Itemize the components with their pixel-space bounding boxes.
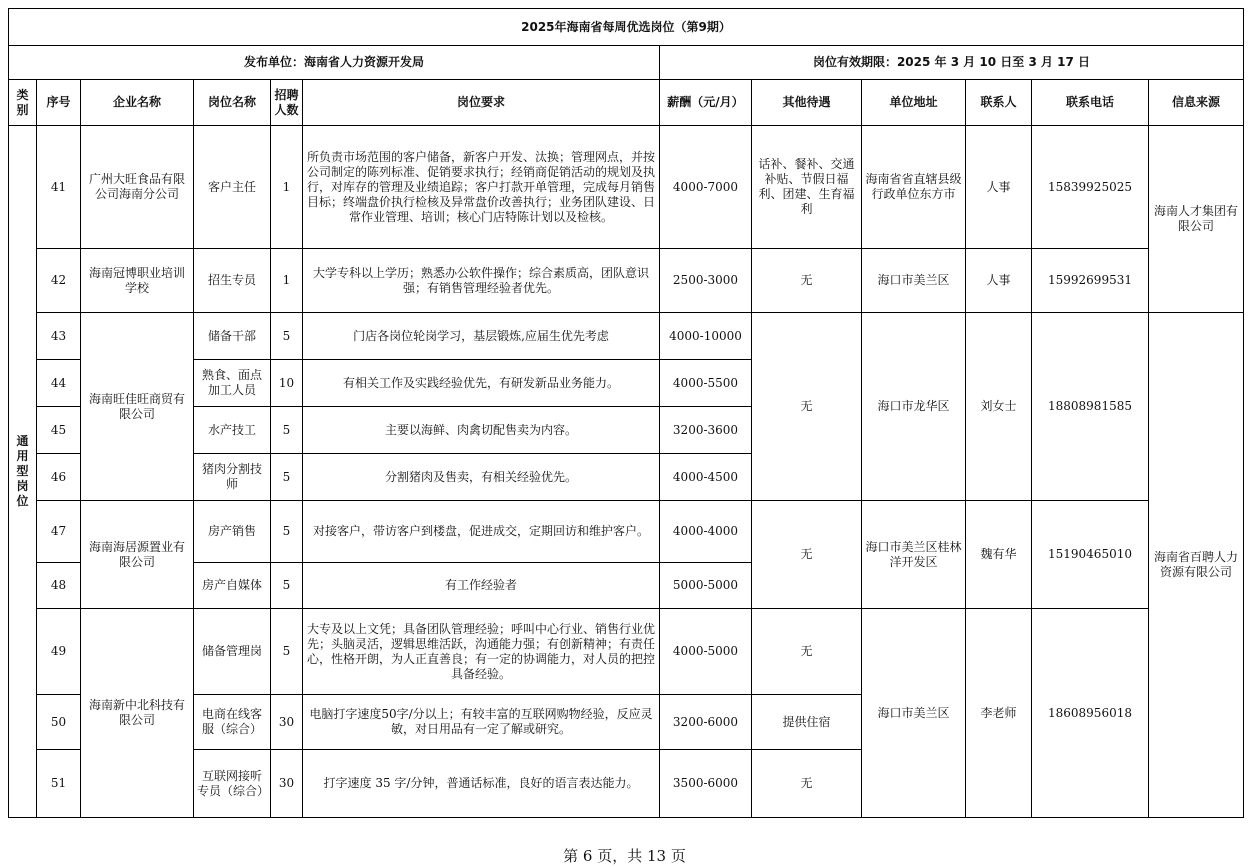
hire-count: 10 bbox=[271, 360, 303, 407]
phone: 18808981585 bbox=[1032, 313, 1149, 501]
requirements: 所负责市场范围的客户储备，新客户开发、汰换；管理网点，并按公司制定的陈列标准、促销要求执行；经销商促销活动的规划及执行，对库存的管理及业绩追踪；客户打款开单管理，完成每月销售目标；终端盘价执行检核及异常盘价改善执行；业务团队建设、日常作业管理、培训；核心门店特陈计划以及检核。 bbox=[303, 126, 660, 249]
address: 海口市龙华区 bbox=[862, 313, 966, 501]
header-company: 企业名称 bbox=[81, 80, 194, 126]
position-name: 熟食、面点加工人员 bbox=[194, 360, 271, 407]
contact-person: 人事 bbox=[966, 126, 1032, 249]
row-no: 47 bbox=[37, 501, 81, 563]
row-no: 41 bbox=[37, 126, 81, 249]
requirements: 有相关工作及实践经验优先，有研发新品业务能力。 bbox=[303, 360, 660, 407]
salary: 4000-10000 bbox=[660, 313, 752, 360]
header-requirements: 岗位要求 bbox=[303, 80, 660, 126]
requirements: 门店各岗位轮岗学习，基层锻炼,应届生优先考虑 bbox=[303, 313, 660, 360]
table-row bbox=[9, 609, 1244, 695]
row-no: 42 bbox=[37, 249, 81, 313]
salary: 4000-4500 bbox=[660, 454, 752, 501]
validity-period: 岗位有效期限：2025 年 3 月 10 日至 3 月 17 日 bbox=[660, 46, 1244, 80]
job-table bbox=[8, 8, 1244, 818]
position-name: 招生专员 bbox=[194, 249, 271, 313]
hire-count: 30 bbox=[271, 750, 303, 818]
position-name: 房产自媒体 bbox=[194, 563, 271, 609]
benefits: 提供住宿 bbox=[752, 695, 862, 750]
company-name: 海南冠博职业培训学校 bbox=[81, 249, 194, 313]
company-name: 海南新中北科技有限公司 bbox=[81, 609, 194, 818]
hire-count: 5 bbox=[271, 563, 303, 609]
info-source: 海南人才集团有限公司 bbox=[1149, 126, 1244, 313]
category-cell: 通用型岗位 bbox=[9, 126, 37, 818]
header-source: 信息来源 bbox=[1149, 80, 1244, 126]
salary: 4000-5000 bbox=[660, 609, 752, 695]
row-no: 44 bbox=[37, 360, 81, 407]
requirements: 分割猪肉及售卖，有相关经验优先。 bbox=[303, 454, 660, 501]
address: 海口市美兰区 bbox=[862, 249, 966, 313]
hire-count: 5 bbox=[271, 501, 303, 563]
benefits: 无 bbox=[752, 609, 862, 695]
company-name: 海南海居源置业有限公司 bbox=[81, 501, 194, 609]
requirements: 对接客户，带访客户到楼盘，促进成交，定期回访和维护客户。 bbox=[303, 501, 660, 563]
row-no: 51 bbox=[37, 750, 81, 818]
header-contact: 联系人 bbox=[966, 80, 1032, 126]
phone: 15190465010 bbox=[1032, 501, 1149, 609]
requirements: 有工作经验者 bbox=[303, 563, 660, 609]
row-no: 43 bbox=[37, 313, 81, 360]
address: 海口市美兰区 bbox=[862, 609, 966, 818]
row-no: 49 bbox=[37, 609, 81, 695]
position-name: 储备干部 bbox=[194, 313, 271, 360]
company-name: 海南旺佳旺商贸有限公司 bbox=[81, 313, 194, 501]
salary: 5000-5000 bbox=[660, 563, 752, 609]
benefits: 话补、餐补、交通补贴、节假日福利、团建、生育福利 bbox=[752, 126, 862, 249]
benefits: 无 bbox=[752, 249, 862, 313]
phone: 15992699531 bbox=[1032, 249, 1149, 313]
header-address: 单位地址 bbox=[862, 80, 966, 126]
requirements: 电脑打字速度50字/分以上；有较丰富的互联网购物经验，反应灵敏，对日用品有一定了解或研究。 bbox=[303, 695, 660, 750]
requirements: 打字速度 35 字/分钟，普通话标准，良好的语言表达能力。 bbox=[303, 750, 660, 818]
position-name: 互联网接听专员（综合） bbox=[194, 750, 271, 818]
address: 海南省省直辖县级行政单位东方市 bbox=[862, 126, 966, 249]
salary: 4000-4000 bbox=[660, 501, 752, 563]
table-title: 2025年海南省每周优选岗位（第9期） bbox=[9, 9, 1244, 46]
salary: 2500-3000 bbox=[660, 249, 752, 313]
contact-person: 人事 bbox=[966, 249, 1032, 313]
table-row bbox=[9, 501, 1244, 563]
row-no: 45 bbox=[37, 407, 81, 454]
address: 海口市美兰区桂林洋开发区 bbox=[862, 501, 966, 609]
header-count: 招聘人数 bbox=[271, 80, 303, 126]
salary: 3200-3600 bbox=[660, 407, 752, 454]
header-phone: 联系电话 bbox=[1032, 80, 1149, 126]
position-name: 猪肉分割技师 bbox=[194, 454, 271, 501]
contact-person: 李老师 bbox=[966, 609, 1032, 818]
position-name: 房产销售 bbox=[194, 501, 271, 563]
table-row bbox=[9, 126, 1244, 249]
table-row bbox=[9, 249, 1244, 313]
header-row bbox=[9, 80, 1244, 126]
phone: 15839925025 bbox=[1032, 126, 1149, 249]
header-salary: 薪酬（元/月） bbox=[660, 80, 752, 126]
hire-count: 5 bbox=[271, 609, 303, 695]
benefits: 无 bbox=[752, 750, 862, 818]
hire-count: 5 bbox=[271, 407, 303, 454]
benefits: 无 bbox=[752, 501, 862, 609]
page-footer: 第 6 页，共 13 页 bbox=[563, 847, 686, 865]
phone: 18608956018 bbox=[1032, 609, 1149, 818]
hire-count: 1 bbox=[271, 126, 303, 249]
salary: 3500-6000 bbox=[660, 750, 752, 818]
company-name: 广州大旺食品有限公司海南分公司 bbox=[81, 126, 194, 249]
hire-count: 5 bbox=[271, 454, 303, 501]
header-benefits: 其他待遇 bbox=[752, 80, 862, 126]
requirements: 主要以海鲜、肉禽切配售卖为内容。 bbox=[303, 407, 660, 454]
salary: 3200-6000 bbox=[660, 695, 752, 750]
header-position: 岗位名称 bbox=[194, 80, 271, 126]
salary: 4000-7000 bbox=[660, 126, 752, 249]
salary: 4000-5500 bbox=[660, 360, 752, 407]
row-no: 50 bbox=[37, 695, 81, 750]
position-name: 水产技工 bbox=[194, 407, 271, 454]
header-category: 类别 bbox=[9, 80, 37, 126]
info-source: 海南省百聘人力资源有限公司 bbox=[1149, 313, 1244, 818]
position-name: 电商在线客服（综合） bbox=[194, 695, 271, 750]
row-no: 48 bbox=[37, 563, 81, 609]
benefits: 无 bbox=[752, 313, 862, 501]
header-no: 序号 bbox=[37, 80, 81, 126]
hire-count: 30 bbox=[271, 695, 303, 750]
requirements: 大学专科以上学历；熟悉办公软件操作；综合素质高，团队意识强；有销售管理经验者优先。 bbox=[303, 249, 660, 313]
contact-person: 魏有华 bbox=[966, 501, 1032, 609]
row-no: 46 bbox=[37, 454, 81, 501]
table-row bbox=[9, 313, 1244, 360]
publisher: 发布单位：海南省人力资源开发局 bbox=[9, 46, 660, 80]
requirements: 大专及以上文凭；具备团队管理经验；呼叫中心行业、销售行业优先；头脑灵活，逻辑思维活跃，沟通能力强；有创新精神；有责任心，性格开朗，为人正直善良；有一定的协调能力，对人员的把控具备经验。 bbox=[303, 609, 660, 695]
position-name: 储备管理岗 bbox=[194, 609, 271, 695]
contact-person: 刘女士 bbox=[966, 313, 1032, 501]
hire-count: 5 bbox=[271, 313, 303, 360]
position-name: 客户主任 bbox=[194, 126, 271, 249]
hire-count: 1 bbox=[271, 249, 303, 313]
